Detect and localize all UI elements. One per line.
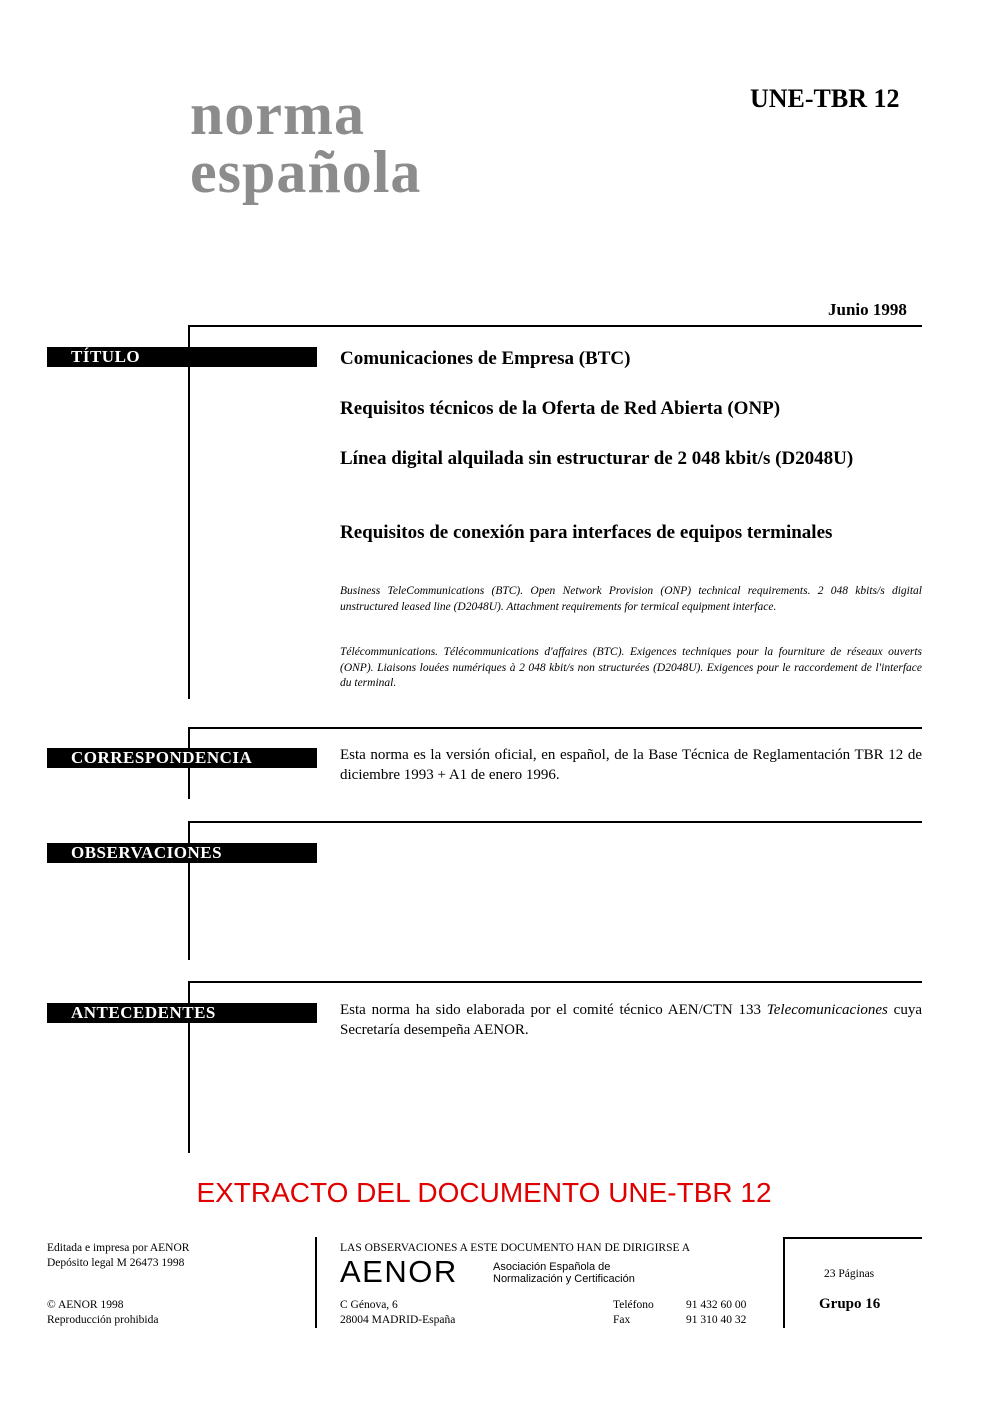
footer-box-left-rule — [783, 1237, 785, 1328]
label-correspondencia: CORRESPONDENCIA — [47, 748, 317, 768]
footer-group: Grupo 16 — [819, 1296, 881, 1312]
brand-line-norma: norma — [190, 81, 365, 147]
footer-edited: Editada e impresa por AENOR — [47, 1242, 190, 1254]
label-antecedentes: ANTECEDENTES — [47, 1003, 317, 1023]
aenor-logo: AENOR — [340, 1254, 458, 1289]
footer-reproduction: Reproducción prohibida — [47, 1314, 159, 1326]
footer-observations-heading: LAS OBSERVACIONES A ESTE DOCUMENTO HAN DE DIRIGIRSE A — [340, 1242, 691, 1254]
title-line-3: Línea digital alquilada sin estructurar de 2 048 kbit/s (D2048U) — [340, 448, 854, 469]
correspondencia-text: Esta norma es la versión oficial, en español, de la Base Técnica de Reglamentación TBR 12 de diciembre 1993 + A1 de enero 1996. — [340, 747, 922, 783]
title-line-1: Comunicaciones de Empresa (BTC) — [340, 348, 631, 369]
aenor-association — [493, 1261, 635, 1285]
antecedentes-text-post: cuya Secretaría desempeña AENOR. — [340, 1002, 922, 1038]
footer-deposit: Depósito legal M 26473 1998 — [47, 1257, 185, 1269]
footer-pages: 23 Páginas — [824, 1268, 875, 1280]
antecedentes-text — [340, 1001, 922, 1040]
footer-phone-label: Teléfono — [613, 1299, 654, 1311]
footer-fax-label: Fax — [613, 1314, 631, 1326]
footer-fax-value: 91 310 40 32 — [686, 1314, 747, 1326]
title-french: Télécommunications. Télécommunications d'affaires (BTC). Exigences techniques pour la fourniture de réseaux ouverts (ONP). Liaisons louées numériques à 2 048 kbit/s non structurées (D2048U). Exigences pour le raccordement de l'interface du terminal. — [340, 646, 922, 689]
publication-date: Junio 1998 — [828, 300, 907, 319]
label-titulo: TÍTULO — [47, 347, 317, 367]
footer-address-line1: C Génova, 6 — [340, 1299, 398, 1311]
section-rule-titulo — [188, 325, 190, 699]
section-divider-antecedentes — [188, 981, 922, 983]
section-divider-observaciones — [188, 821, 922, 823]
antecedentes-committee-name: Telecomunicaciones — [766, 1002, 888, 1018]
footer-phone-value: 91 432 60 00 — [686, 1299, 747, 1311]
aenor-association-line2: Normalización y Certificación — [493, 1273, 635, 1285]
antecedentes-text-pre: Esta norma ha sido elaborada por el comité técnico AEN/CTN 133 — [340, 1002, 767, 1018]
title-line-2: Requisitos técnicos de la Oferta de Red Abierta (ONP) — [340, 398, 781, 419]
section-rule-observaciones — [188, 821, 190, 960]
aenor-association-line1: Asociación Española de — [493, 1261, 611, 1273]
footer-address-line2: 28004 MADRID-España — [340, 1314, 456, 1326]
label-observaciones: OBSERVACIONES — [47, 843, 317, 863]
section-divider-correspondencia — [188, 727, 922, 729]
standard-code: UNE-TBR 12 — [750, 84, 900, 113]
section-divider-titulo — [188, 325, 922, 327]
footer-copyright: © AENOR 1998 — [47, 1299, 124, 1311]
extract-banner: EXTRACTO DEL DOCUMENTO UNE-TBR 12 — [196, 1177, 772, 1208]
title-english: Business TeleCommunications (BTC). Open Network Provision (ONP) technical requirements. 2 048 kbits/s digital unstructured leased line (D2048U). Attachment requirements for termical equipment interface. — [340, 585, 922, 613]
brand-line-espanola: española — [190, 139, 422, 205]
title-line-4: Requisitos de conexión para interfaces de equipos terminales — [340, 522, 833, 543]
footer-box-top-rule — [783, 1237, 922, 1239]
footer-divider-left — [315, 1237, 317, 1328]
